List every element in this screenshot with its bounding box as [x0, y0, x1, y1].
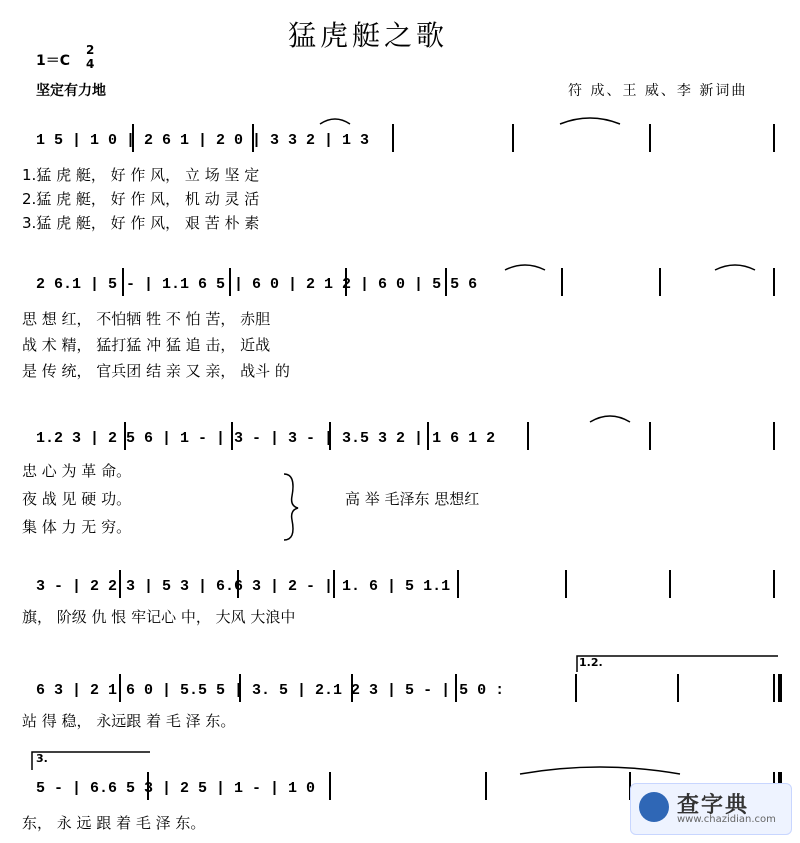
system-5-barlines [120, 674, 780, 702]
system-5-notes: 6 3 | 2 1 6 0 | 5.5 5 | 3. 5 | 2.1 2 3 | 5 - | 5 0 : [36, 682, 505, 699]
time-signature-numerator: 2 [86, 43, 95, 57]
system-3-lyric-verse-3: 集 体 力 无 穷。 [22, 518, 132, 536]
composer-credits: 符 成、王 威、李 新词曲 [568, 83, 748, 99]
system-5-lyric: 站 得 稳， 永远跟 着 毛 泽 东。 [22, 712, 236, 730]
system-1-barlines [133, 124, 774, 152]
watermark-logo [630, 783, 792, 835]
system-3-barlines [125, 422, 774, 450]
chorus-lyric: 高 举 毛泽东 思想红 [345, 490, 480, 508]
system-2-barlines [123, 268, 774, 296]
system-4-barlines [120, 570, 774, 598]
watermark-url: www.chazidian.com [677, 814, 776, 825]
volta-1-2-bracket [577, 656, 778, 672]
system-4-lyric: 旗， 阶级 仇 恨 牢记心 中， 大风 大浪中 [22, 608, 296, 626]
song-title: 猛虎艇之歌 [288, 19, 449, 52]
system-6-notes: 5 - | 6.6 5 3 | 2 5 | 1 - | 1 0 [36, 780, 316, 797]
system-6-lyric: 东， 永 远 跟 着 毛 泽 东。 [22, 814, 206, 832]
system-1-lyric-verse-1: 1.猛 虎 艇， 好 作 风， 立 场 坚 定 [22, 166, 260, 184]
time-signature-denominator: 4 [86, 57, 95, 71]
volta-1-2-label: 1.2. [579, 656, 603, 669]
system-2-lyric-verse-2: 战 术 精， 猛打猛 冲 猛 追 击， 近战 [22, 336, 271, 354]
system-3-lyric-verse-1: 忠 心 为 革 命。 [22, 462, 132, 480]
system-3-notes: 1.2 3 | 2 5 6 | 1 - | 3 - | 3 - | 3.5 3 2 | 1 6 1 2 [36, 430, 496, 447]
key-signature: 1＝C [36, 53, 71, 69]
chorus-brace [284, 474, 298, 540]
tempo-marking: 坚定有力地 [36, 83, 106, 99]
system-2-lyric-verse-3: 是 传 统， 官兵团 结 亲 又 亲， 战斗 的 [22, 362, 290, 380]
system-2-notes: 2 6.1 | 5 - | 1.1 6 5 | 6 0 | 2 1 2 | 6 0 | 5 5 6 [36, 276, 478, 293]
system-2-lyric-verse-1: 思 想 红， 不怕牺 牲 不 怕 苦， 赤胆 [22, 310, 271, 328]
graduation-cap-icon [639, 792, 669, 822]
ties [320, 118, 755, 774]
volta-3-label: 3. [36, 752, 48, 765]
system-1-lyric-verse-2: 2.猛 虎 艇， 好 作 风， 机 动 灵 活 [22, 190, 260, 208]
watermark-name: 查字典 [677, 793, 750, 818]
system-4-notes: 3 - | 2 2 3 | 5 3 | 6.6 3 | 2 - | 1. 6 | 5 1.1 [36, 578, 451, 595]
system-1-notes: 1 5 | 1 0 | 2 6 1 | 2 0 | 3 3 2 | 1 3 [36, 132, 370, 149]
volta-3-bracket [32, 752, 150, 770]
system-1-lyric-verse-3: 3.猛 虎 艇， 好 作 风， 艰 苦 朴 素 [22, 214, 260, 232]
system-3-lyric-verse-2: 夜 战 见 硬 功。 [22, 490, 132, 508]
